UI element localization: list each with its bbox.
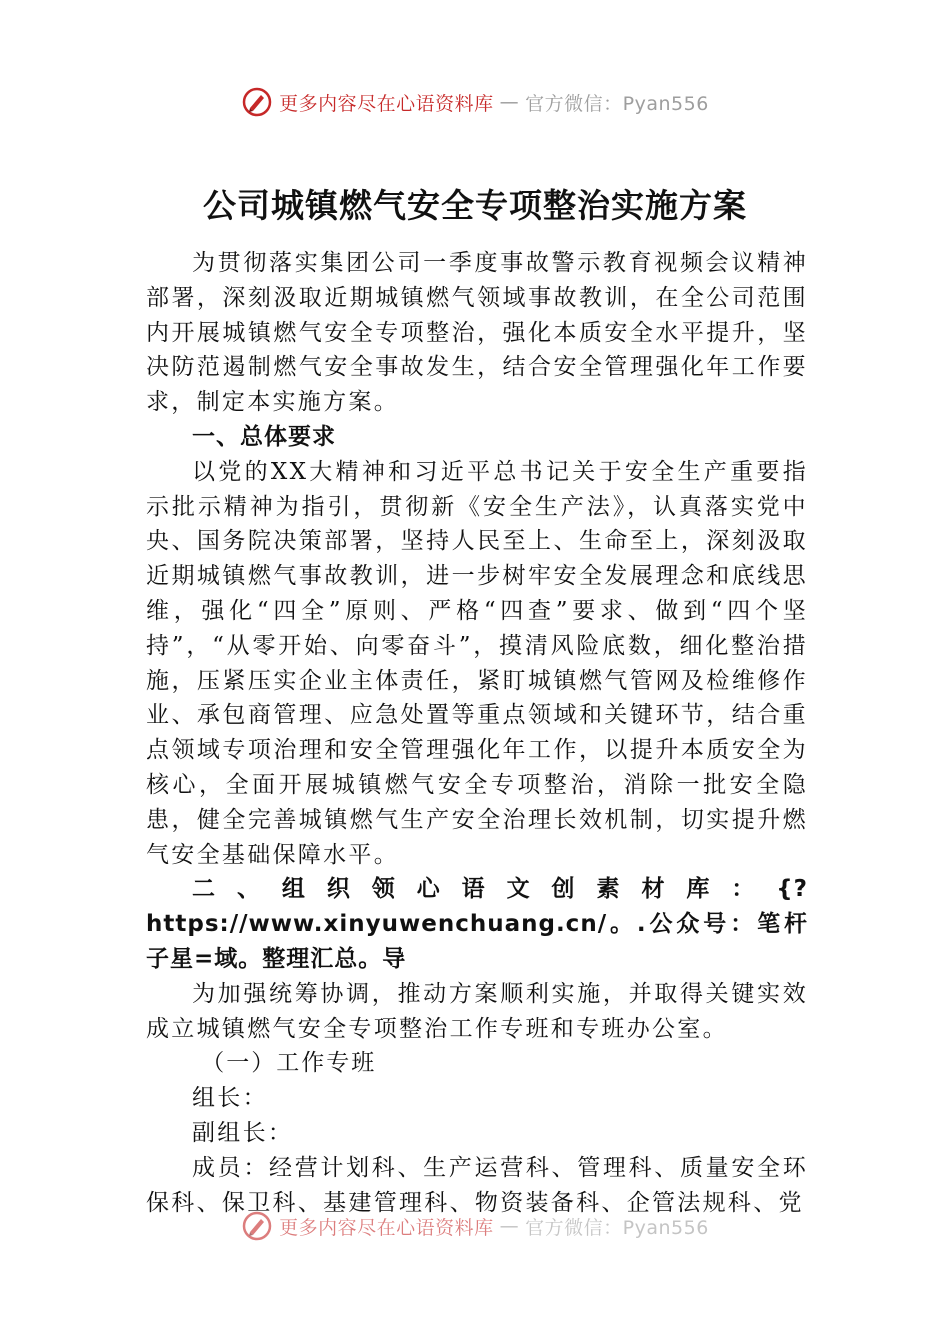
- pen-logo-icon: [241, 86, 273, 118]
- leader-line: 组长：: [192, 1085, 268, 1112]
- watermark-separator: —: [499, 1215, 520, 1237]
- deputy-leader-line: 副组长：: [192, 1119, 294, 1146]
- subsection-1-heading: （一）工作专班: [201, 1050, 377, 1077]
- pen-logo-icon: [241, 1210, 273, 1242]
- watermark-separator: —: [499, 91, 520, 113]
- section-1-heading: 一、总体要求: [192, 423, 336, 450]
- watermark-site-text: 更多内容尽在心语资料库: [279, 92, 494, 115]
- section-2-heading: 二、组织领心语文创素材库：{?https://www.xinyuwenchuang.cn/。.公众号：笔杆子星=域。整理汇总。导: [146, 876, 808, 972]
- watermark-header: [0, 86, 950, 118]
- watermark-footer: [0, 1210, 950, 1242]
- section-1-paragraph: 以党的XX大精神和习近平总书记关于安全生产重要指示批示精神为指引，贯彻新《安全生产法》，认真落实党中央、国务院决策部署，坚持人民至上、生命至上，深刻汲取近期城镇燃气事故教训，进一步树牢安全发展理念和底线思维，强化“四全”原则、严格“四查”要求、做到“四个坚持”，“从零开始、向零奋斗”，摸清风险底数，细化整治措施，压紧压实企业主体责任，紧盯城镇燃气管网及检维修作业、承包商管理、应急处置等重点领域和关键环节，结合重点领域专项治理和安全管理强化年工作，以提升本质安全为核心，全面开展城镇燃气安全专项整治，消除一批安全隐患，健全完善城镇燃气生产安全治理长效机制，切实提升燃气安全基础保障水平。: [146, 458, 808, 868]
- watermark-contact-text: 官方微信：Pyan556: [525, 92, 709, 115]
- watermark-contact-text: 官方微信：Pyan556: [525, 1216, 709, 1239]
- members-paragraph: 成员：经营计划科、生产运营科、管理科、质量安全环保科、保卫科、基建管理科、物资装备科、企管法规科、党: [146, 1154, 808, 1216]
- intro-paragraph: 为贯彻落实集团公司一季度事故警示教育视频会议精神部署，深刻汲取近期城镇燃气领域事故教训，在全公司范围内开展城镇燃气安全专项整治，强化本质安全水平提升，坚决防范遏制燃气安全事故发生，结合安全管理强化年工作要求，制定本实施方案。: [146, 250, 808, 416]
- document-title: 公司城镇燃气安全专项整治实施方案: [203, 186, 747, 225]
- document-body: [146, 246, 808, 1220]
- section-2-paragraph: 为加强统筹协调，推动方案顺利实施，并取得关键实效成立城镇燃气安全专项整治工作专班和专班办公室。: [146, 980, 808, 1042]
- watermark-site-text: 更多内容尽在心语资料库: [279, 1216, 494, 1239]
